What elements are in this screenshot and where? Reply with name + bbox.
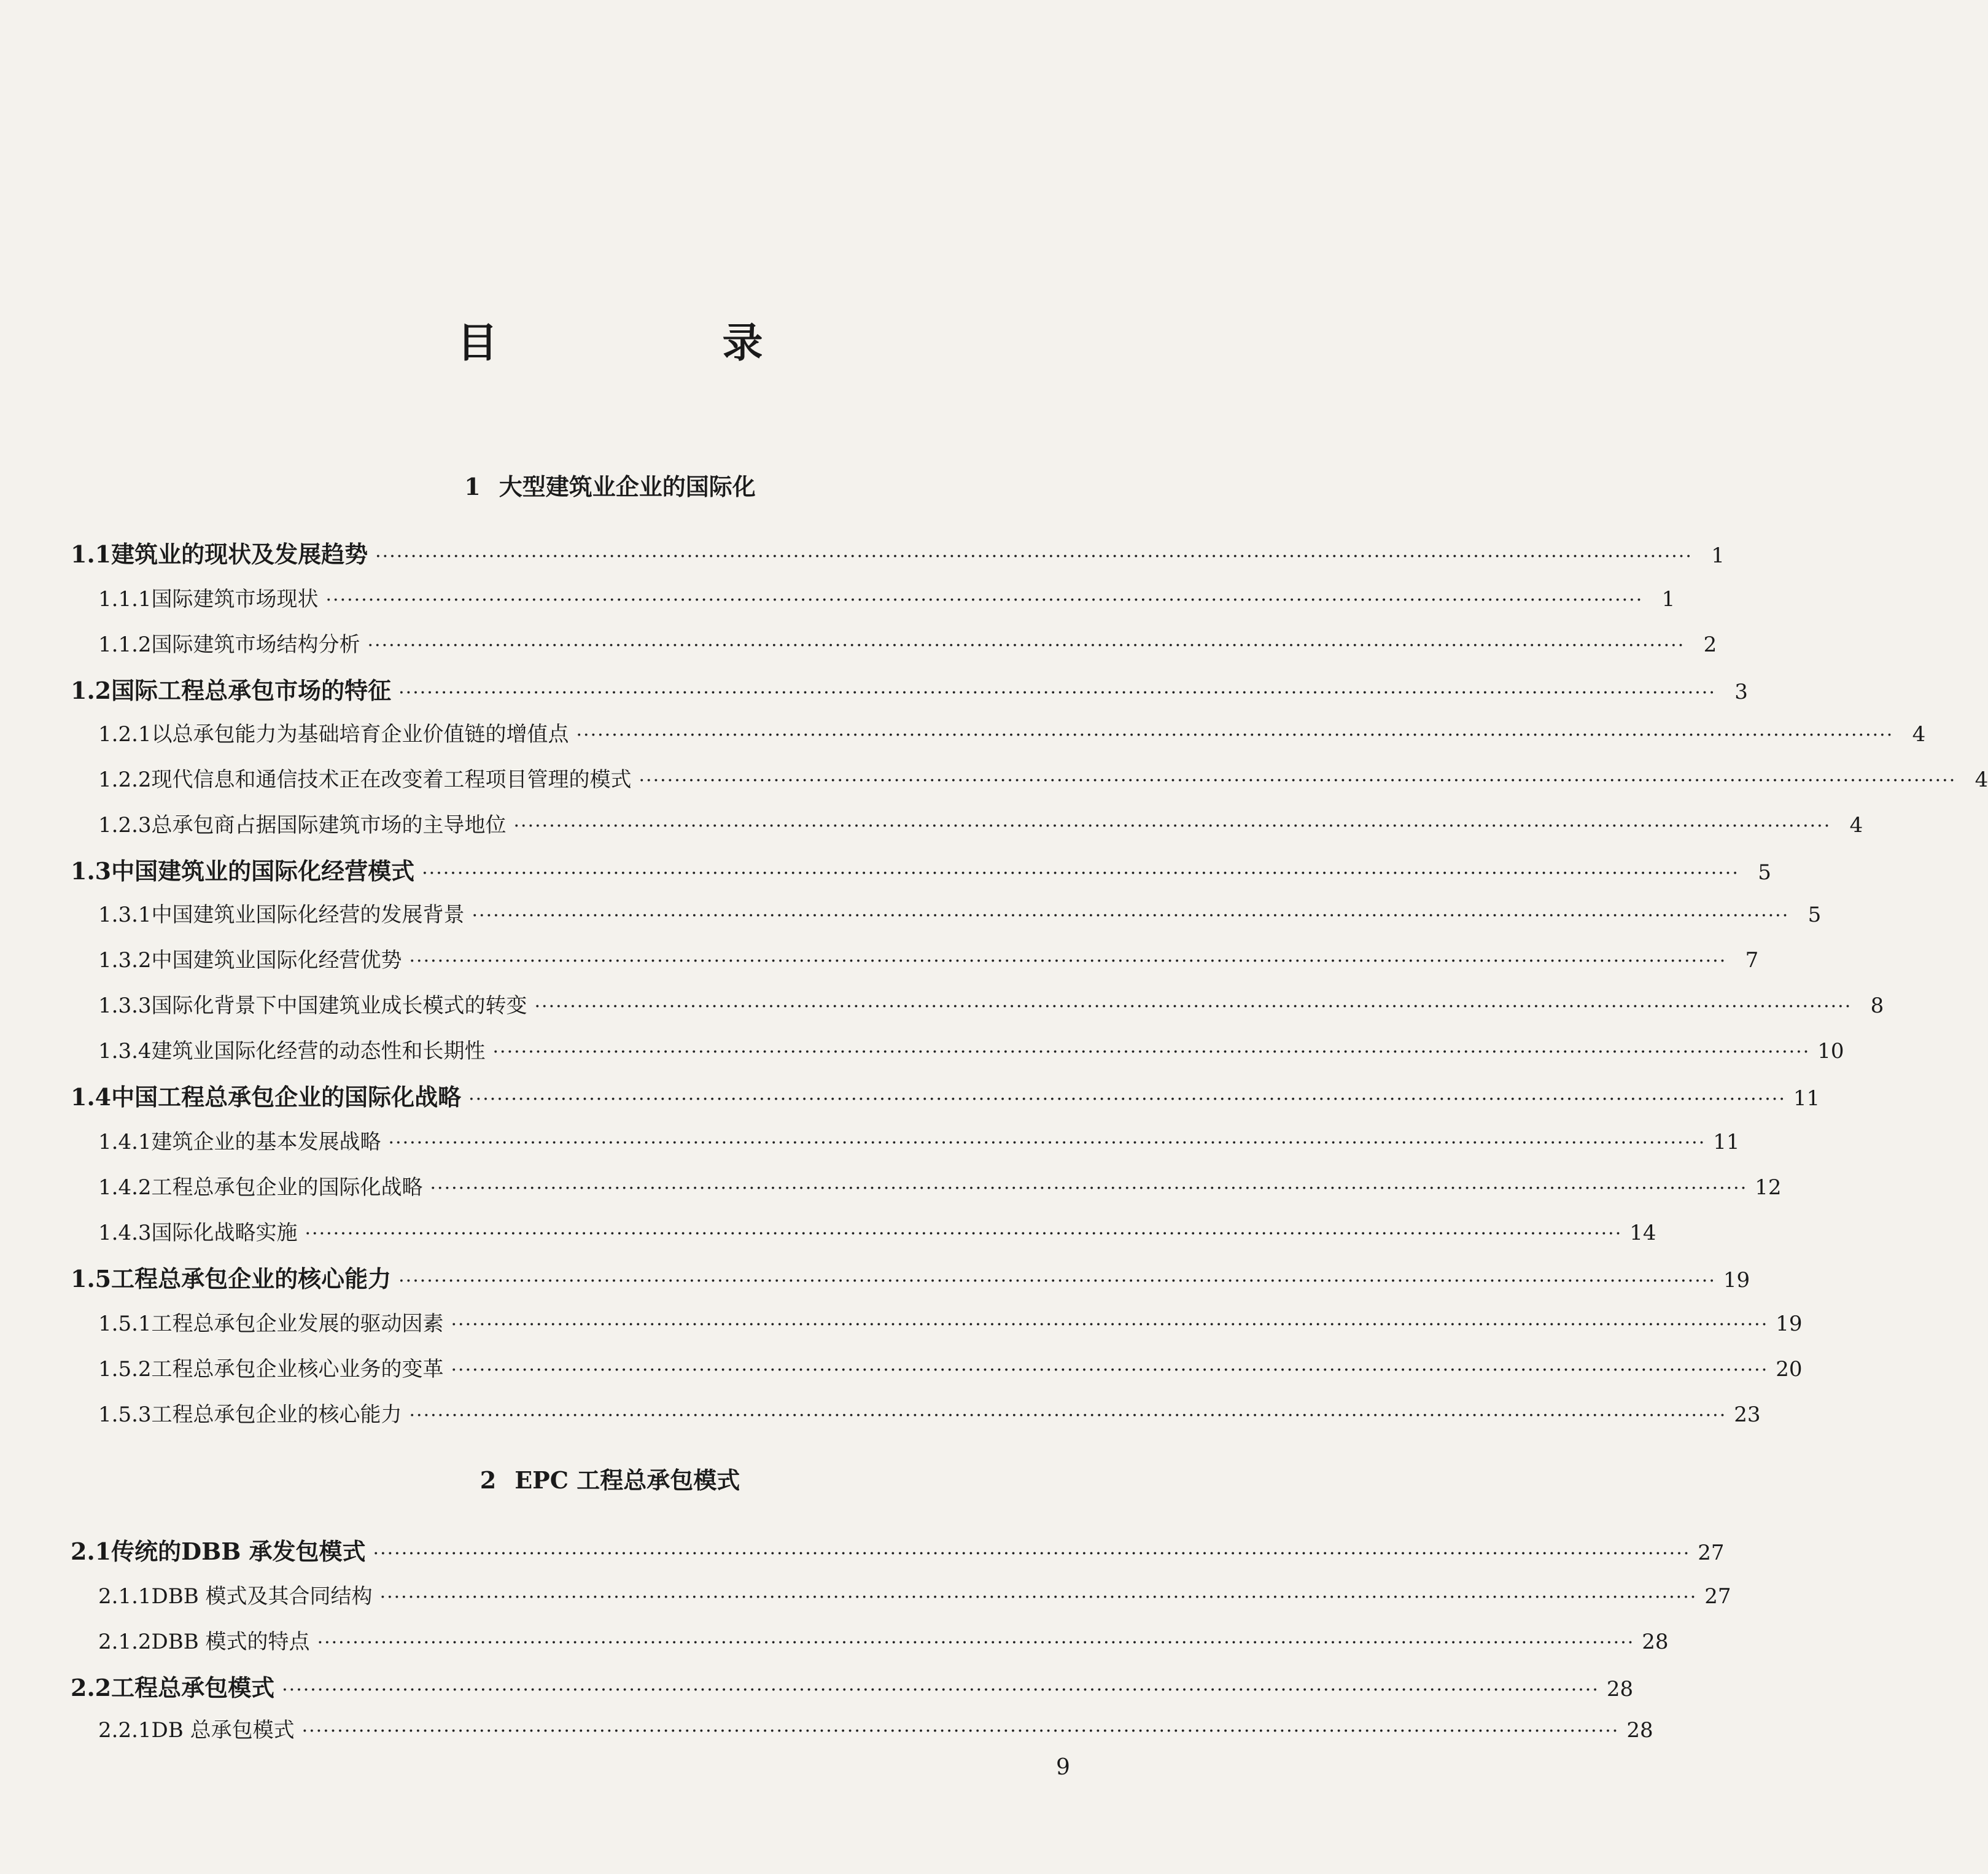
leader-dots: ··························································································································································································	[409, 1405, 1727, 1426]
page-number: 3	[1734, 680, 1748, 704]
toc-subsection-entry[interactable]: 1.3.3 国际化背景下中国建筑业成长模式的转变 ·························································································································································································· 8	[98, 993, 1884, 1018]
leader-dots: ··························································································································································································	[468, 1089, 1786, 1110]
leader-dots: ··························································································································································································	[409, 951, 1727, 972]
leader-dots: ··························································································································································································	[325, 589, 1644, 611]
page-number: 27	[1698, 1541, 1725, 1565]
page-number: 5	[1807, 903, 1822, 927]
page-number: 1	[1711, 543, 1725, 568]
page-number: 4	[1912, 722, 1926, 747]
page-number: 19	[1723, 1268, 1750, 1293]
chapter-title: 大型建筑业企业的国际化	[499, 473, 756, 500]
page-number: 28	[1642, 1630, 1669, 1654]
leader-dots: ··························································································································································································	[388, 1132, 1706, 1154]
toc-subsection-entry[interactable]: 1.1.2 国际建筑市场结构分析 ·························································································································································································· 2	[98, 632, 1717, 657]
leader-dots: ··························································································································································································	[398, 1270, 1716, 1292]
toc-section-entry[interactable]: 2.2 工程总承包模式 ·························································································································································································· 28	[71, 1674, 1634, 1701]
toc-subsection-entry[interactable]: 1.5.1 工程总承包企业发展的驱动因素 ·························································································································································································· 19	[98, 1312, 1803, 1336]
leader-dots: ··························································································································································································	[534, 996, 1852, 1017]
leader-dots: ··························································································································································································	[305, 1223, 1623, 1245]
page-number: 11	[1713, 1130, 1740, 1154]
toc-subsection-entry[interactable]: 1.2.1 以总承包能力为基础培育企业价值链的增值点 ·························································································································································································· 4	[98, 722, 1926, 747]
page-number: 1	[1661, 587, 1675, 612]
leader-dots: ··························································································································································································	[451, 1314, 1769, 1336]
leader-dots: ··························································································································································································	[451, 1359, 1769, 1381]
toc-subsection-entry[interactable]: 1.4.1 建筑企业的基本发展战略 ·························································································································································································· 11	[98, 1130, 1740, 1154]
toc-section-entry[interactable]: 2.1 传统的DBB 承发包模式 ·························································································································································································· 27	[71, 1538, 1725, 1565]
leader-dots: ··························································································································································································	[513, 815, 1831, 837]
leader-dots: ··························································································································································································	[422, 863, 1739, 884]
toc-subsection-entry[interactable]: 2.1.1 DBB 模式及其合同结构 ·························································································································································································· 27	[98, 1584, 1731, 1609]
page-number: 28	[1606, 1677, 1634, 1701]
page-number: 11	[1793, 1086, 1820, 1111]
page-number: 14	[1629, 1221, 1656, 1245]
toc-section-entry[interactable]: 1.5 工程总承包企业的核心能力 ·························································································································································································· 19	[71, 1265, 1750, 1293]
folio-page-number: 9	[1056, 1755, 1070, 1780]
chapter-number: 2	[480, 1466, 497, 1494]
toc-subsection-entry[interactable]: 1.5.2 工程总承包企业核心业务的变革 ·························································································································································································· 20	[98, 1357, 1803, 1382]
leader-dots: ··························································································································································································	[317, 1632, 1635, 1654]
leader-dots: ··························································································································································································	[379, 1587, 1698, 1608]
leader-dots: ··························································································································································································	[373, 1543, 1691, 1565]
toc-section-entry[interactable]: 1.1 建筑业的现状及发展趋势 ·························································································································································································· 1	[71, 540, 1725, 568]
page-number: 5	[1758, 860, 1771, 885]
page-number: 2	[1703, 632, 1717, 657]
leader-dots: ··························································································································································································	[430, 1178, 1748, 1199]
leader-dots: ··························································································································································································	[398, 682, 1716, 704]
toc-subsection-entry[interactable]: 1.2.2 现代信息和通信技术正在改变着工程项目管理的模式 ·························································································································································································· 4	[98, 768, 1988, 792]
toc-section-entry[interactable]: 1.3 中国建筑业的国际化经营模式 ·························································································································································································· 5	[71, 857, 1771, 885]
toc-subsection-entry[interactable]: 1.1.1 国际建筑市场现状 ·························································································································································································· 1	[98, 587, 1675, 612]
chapter-heading	[0, 468, 1220, 502]
page-number: 7	[1745, 948, 1759, 973]
leader-dots: ··························································································································································································	[492, 1041, 1811, 1063]
page-number: 12	[1755, 1175, 1782, 1200]
page-number: 4	[1974, 768, 1988, 792]
page-title: 目 录	[457, 319, 855, 367]
toc-section-entry[interactable]: 1.4 中国工程总承包企业的国际化战略 ·························································································································································································· 11	[71, 1083, 1820, 1111]
leader-dots: ··························································································································································································	[282, 1679, 1599, 1701]
leader-dots: ··························································································································································································	[576, 725, 1894, 746]
toc-subsection-entry[interactable]: 1.3.1 中国建筑业国际化经营的发展背景 ·························································································································································································· 5	[98, 903, 1822, 927]
toc-subsection-entry[interactable]: 1.2.3 总承包商占据国际建筑市场的主导地位 ·························································································································································································· 4	[98, 813, 1863, 838]
leader-dots: ··························································································································································································	[639, 770, 1957, 791]
toc-subsection-entry[interactable]: 1.4.3 国际化战略实施 ·························································································································································································· 14	[98, 1221, 1656, 1245]
toc-subsection-entry[interactable]: 1.4.2 工程总承包企业的国际化战略 ·························································································································································································· 12	[98, 1175, 1782, 1200]
page-number: 4	[1849, 813, 1863, 838]
leader-dots: ··························································································································································································	[367, 635, 1685, 656]
toc-subsection-entry[interactable]: 1.3.4 建筑业国际化经营的动态性和长期性 ·························································································································································································· 10	[98, 1039, 1844, 1063]
page-number: 19	[1776, 1312, 1803, 1336]
page-number: 20	[1776, 1357, 1803, 1382]
leader-dots: ··························································································································································································	[375, 546, 1693, 567]
page-number: 10	[1817, 1039, 1844, 1063]
toc-subsection-entry[interactable]: 1.5.3 工程总承包企业的核心能力 ·························································································································································································· 23	[98, 1402, 1761, 1427]
toc-subsection-entry[interactable]: 2.2.1 DB 总承包模式 ·························································································································································································· 28	[98, 1718, 1653, 1743]
toc-subsection-entry[interactable]: 1.3.2 中国建筑业国际化经营优势 ·························································································································································································· 7	[98, 948, 1759, 973]
chapter-title: EPC 工程总承包模式	[514, 1466, 740, 1494]
page-number: 8	[1870, 993, 1884, 1018]
leader-dots: ··························································································································································································	[472, 905, 1790, 927]
chapter-number: 1	[464, 473, 481, 500]
toc-section-entry[interactable]: 1.2 国际工程总承包市场的特征 ·························································································································································································· 3	[71, 677, 1748, 704]
page-number: 28	[1626, 1718, 1653, 1743]
chapter-heading	[0, 1461, 1220, 1495]
page-number: 27	[1704, 1584, 1731, 1609]
leader-dots: ··························································································································································································	[301, 1720, 1620, 1742]
toc-subsection-entry[interactable]: 2.1.2 DBB 模式的特点 ·························································································································································································· 28	[98, 1630, 1669, 1654]
page-number: 23	[1734, 1402, 1761, 1427]
